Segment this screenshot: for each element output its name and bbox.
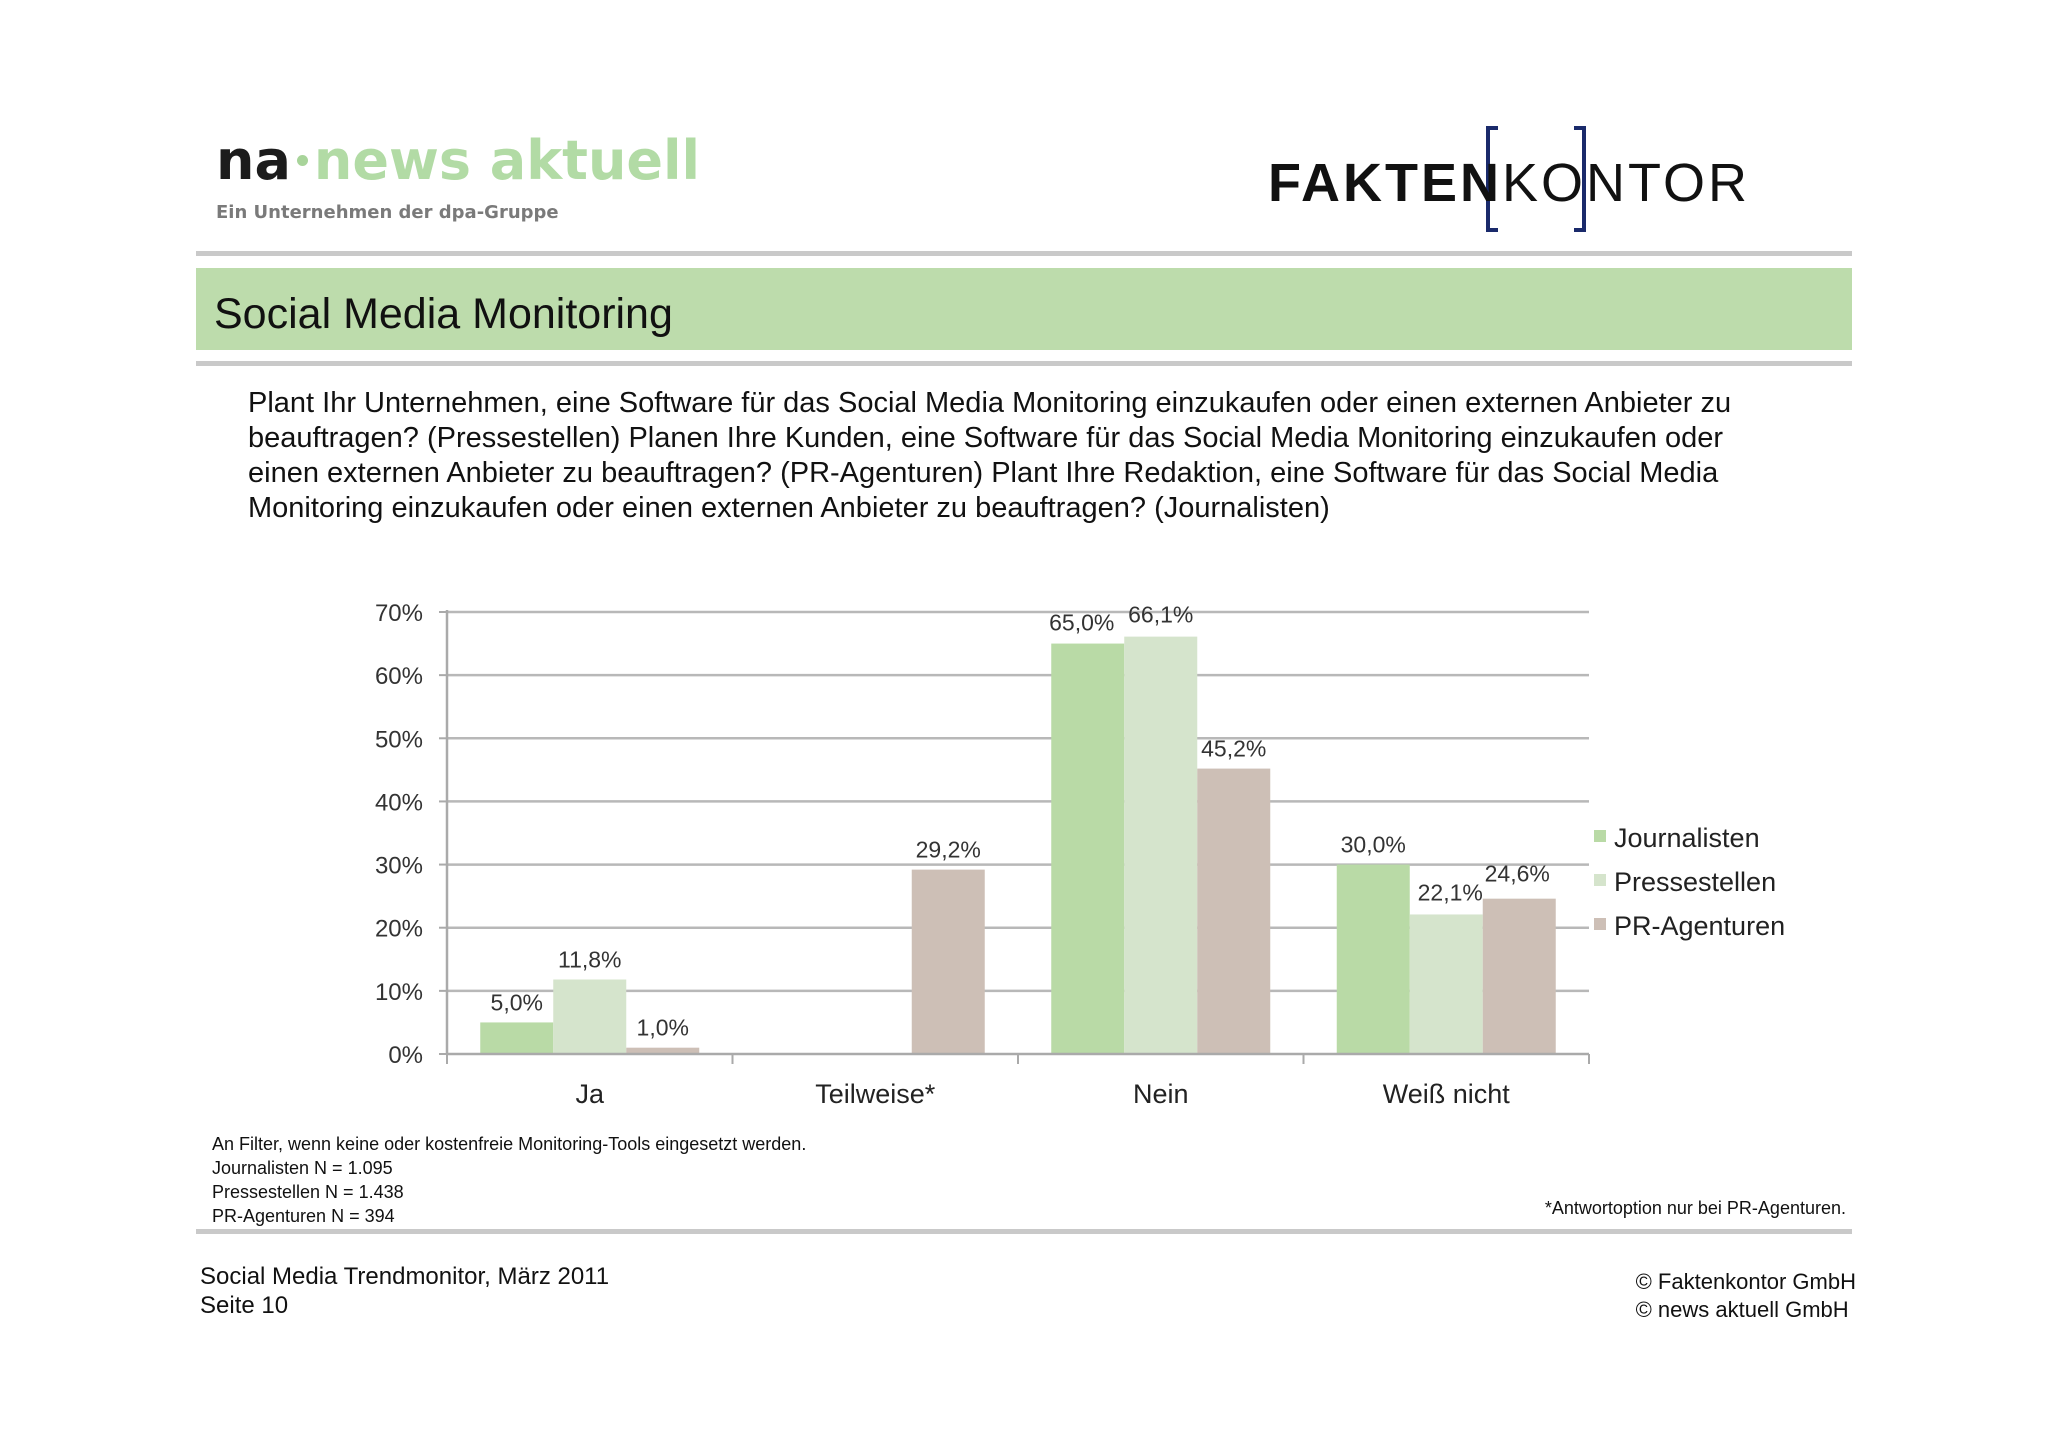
copyright-news-aktuell: © news aktuell GmbH — [1635, 1297, 1849, 1322]
data-label: 11,8% — [557, 946, 622, 973]
bar-journalisten — [1051, 644, 1124, 1054]
x-category-label: Ja — [575, 1079, 605, 1109]
copyright-faktenkontor: © Faktenkontor GmbH — [1635, 1269, 1856, 1294]
legend-label-journalisten: Journalisten — [1614, 823, 1760, 853]
data-label: 65,0% — [1049, 609, 1115, 636]
bar-pressestellen — [553, 979, 626, 1054]
x-category-label: Teilweise* — [815, 1079, 936, 1109]
bar-pr-agenturen — [1483, 899, 1556, 1054]
logo-na-text: na — [216, 129, 291, 192]
logo-brand-text: news aktuell — [313, 129, 701, 192]
y-tick-label: 20% — [374, 915, 423, 943]
data-label: 24,6% — [1484, 860, 1550, 887]
bar-pressestellen — [1410, 914, 1483, 1054]
data-label: 5,0% — [490, 989, 543, 1016]
answer-option-note: *Antwortoption nur bei PR-Agenturen. — [1544, 1198, 1846, 1218]
x-category-label: Weiß nicht — [1382, 1079, 1510, 1109]
slide-title: Social Media Monitoring — [214, 290, 673, 338]
n-pressestellen: Pressestellen N = 1.438 — [212, 1182, 404, 1202]
y-tick-label: 30% — [374, 852, 423, 880]
legend-label-pr-agenturen: PR-Agenturen — [1614, 911, 1786, 941]
y-tick-label: 70% — [374, 600, 423, 627]
survey-question: Plant Ihr Unternehmen, eine Software für das Social Media Monitoring einzukaufen oder einen externen Anbieter zu beauftragen? (Pressestellen) Planen Ihre Kunden, eine Software für das Social Media Monitoring einzukaufen oder einen externen Anbieter zu beauftragen? (PR-Agenturen) Plant Ihre Redaktion, eine Software für das Social Media Monitoring einzukaufen oder einen externen Anbieter zu beauftragen? (Journalisten) — [248, 387, 1732, 524]
logo-bold-part: FAKTEN — [1268, 153, 1502, 213]
data-label: 66,1% — [1128, 601, 1194, 628]
logo-light-part: KONTOR — [1502, 153, 1751, 213]
n-agenturen: PR-Agenturen N = 394 — [212, 1206, 395, 1226]
footer-page-number: Seite 10 — [200, 1292, 289, 1319]
y-tick-label: 10% — [374, 978, 423, 1006]
bottom-divider — [196, 1229, 1852, 1234]
data-label: 45,2% — [1201, 735, 1267, 762]
footer-copyright — [1636, 1268, 1856, 1324]
n-journalisten: Journalisten N = 1.095 — [212, 1158, 393, 1178]
logo-tagline: Ein Unternehmen der dpa-Gruppe — [216, 202, 559, 223]
data-label: 1,0% — [636, 1014, 689, 1041]
footer-source-text: Social Media Trendmonitor, März 2011 — [200, 1263, 610, 1290]
y-tick-label: 0% — [388, 1042, 423, 1069]
bar-pr-agenturen — [1197, 769, 1270, 1054]
legend-label-pressestellen: Pressestellen — [1614, 867, 1777, 897]
bar-journalisten — [1337, 865, 1410, 1054]
y-tick-label: 50% — [374, 726, 423, 754]
data-label: 22,1% — [1417, 879, 1483, 906]
data-label: 29,2% — [915, 836, 981, 863]
bar-journalisten — [480, 1022, 553, 1054]
bar-pressestellen — [1124, 637, 1197, 1054]
bar-pr-agenturen — [912, 870, 985, 1054]
data-label: 30,0% — [1340, 831, 1406, 858]
y-tick-label: 60% — [374, 663, 423, 691]
legend-swatch-pressestellen — [1594, 874, 1606, 886]
legend-swatch-journalisten — [1594, 830, 1606, 842]
footer-source — [200, 1262, 609, 1320]
legend-swatch-pr-agenturen — [1594, 918, 1606, 930]
x-category-label: Nein — [1132, 1079, 1189, 1109]
y-tick-label: 40% — [374, 789, 423, 817]
chart-notes — [212, 1132, 806, 1228]
filter-note: An Filter, wenn keine oder kostenfreie Monitoring-Tools eingesetzt werden. — [212, 1134, 807, 1154]
